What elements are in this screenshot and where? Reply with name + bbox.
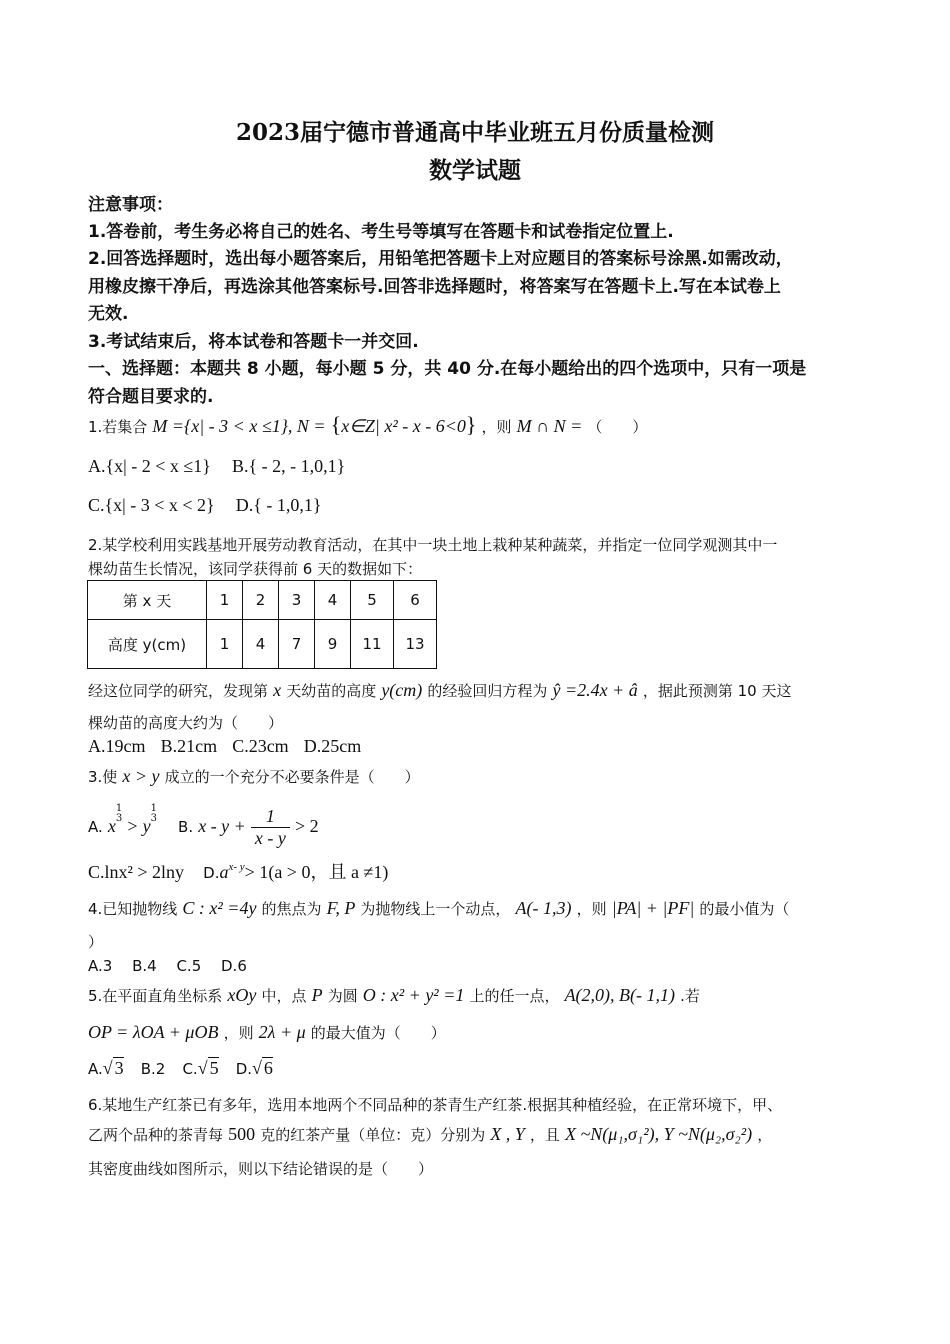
- sqrt-icon: √: [252, 1058, 262, 1078]
- q5-text: 5.在平面直角坐标系: [88, 987, 223, 1005]
- q2-text: 天幼苗的高度: [286, 682, 377, 700]
- q5-stem-line1: [88, 985, 700, 1006]
- q2-line1: 2.某学校利用实践基地开展劳动教育活动，在其中一块土地上栽种某种蔬菜，并指定一位同学观测其中一: [88, 536, 778, 554]
- q2-line2: 棵幼苗生长情况，该同学获得前 6 天的数据如下：: [88, 560, 423, 578]
- q6-vars: X , Y: [490, 1124, 525, 1144]
- q4-points: F, P: [326, 898, 356, 918]
- growth-data-table: [87, 580, 437, 669]
- q6-distributions: X ~N(μ₁,σ₁²), Y ~N(μ₂,σ₂²): [565, 1124, 753, 1144]
- table-header-height: 高度 y(cm): [88, 620, 207, 669]
- q1-option-a: A.{x| - 2 < x ≤1}: [88, 456, 211, 476]
- q2-line4: 棵幼苗的高度大约为（ ）: [88, 714, 284, 732]
- q6-text: 乙两个品种的茶青每: [88, 1126, 224, 1144]
- q3-option-b-right: > 2: [295, 816, 319, 836]
- q5-option-d-label: D.: [235, 1060, 253, 1078]
- q5-option-b: B.2: [140, 1060, 166, 1078]
- q5-text: .若: [680, 987, 700, 1005]
- table-cell: 2: [243, 581, 279, 620]
- q2-option-a: A.19cm: [88, 736, 146, 756]
- note-item-2b: 用橡皮擦干净后，再选涂其他答案标号.回答非选择题时，将答案写在答题卡上.写在本试卷上: [88, 277, 781, 297]
- exam-title: 2023届宁德市普通高中毕业班五月份质量检测: [235, 119, 714, 146]
- q5-points: A(2,0), B(- 1,1): [564, 985, 676, 1005]
- q5-coord-system: xOy: [227, 985, 257, 1005]
- table-cell: 9: [315, 620, 351, 669]
- q2-text: 经这位同学的研究，发现第: [88, 682, 269, 700]
- q4-stem: [88, 898, 789, 919]
- table-cell: 4: [243, 620, 279, 669]
- q4-text: 的焦点为: [261, 900, 322, 918]
- q6-text: ，: [757, 1126, 773, 1144]
- note-item-1: 1.答卷前，考生务必将自己的姓名、考生号等填写在答题卡和试卷指定位置上.: [88, 222, 674, 242]
- q5-expression: 2λ + μ: [258, 1022, 306, 1042]
- table-cell: 6: [394, 581, 437, 620]
- q3-option-a-gt: >: [127, 816, 138, 836]
- q4-text: ，则: [576, 900, 607, 918]
- q5-point-p: P: [311, 985, 323, 1005]
- q3-option-a-x: x: [107, 816, 116, 836]
- q2-var-y: y(cm): [381, 680, 423, 700]
- q3-exp-den: 3: [150, 813, 157, 824]
- q2-option-b: B.21cm: [160, 736, 218, 756]
- q3-suffix: 成立的一个充分不必要条件是（ ）: [164, 768, 420, 786]
- table-cell: 3: [279, 581, 315, 620]
- exam-subtitle: 数学试题: [429, 157, 521, 184]
- q3-prefix: 3.使: [88, 768, 118, 786]
- q3-exp-den: 3: [115, 813, 123, 824]
- q5-option-d-val: 6: [263, 1058, 273, 1078]
- table-cell: 13: [394, 620, 437, 669]
- q5-option-c-label: C.: [182, 1060, 198, 1078]
- q5-text: 上的任一点，: [469, 987, 560, 1005]
- q3-exp-num: 1: [115, 803, 123, 814]
- q5-circle: O : x² + y² =1: [362, 985, 465, 1005]
- q3-option-c: C.lnx² > 2lny: [88, 862, 185, 882]
- q5-option-c-val: 5: [209, 1058, 219, 1078]
- q3-option-b-label: B.: [178, 818, 194, 836]
- q5-text: ，则: [223, 1024, 254, 1042]
- frac-num: 1: [251, 806, 290, 828]
- q6-amount: 500: [228, 1124, 256, 1144]
- q3-options-row2: [88, 858, 388, 884]
- q6-text: ，且: [529, 1126, 560, 1144]
- q1-option-b: B.{ - 2, - 1,0,1}: [232, 456, 346, 476]
- section1-line1: 一、选择题：本题共 8 小题，每小题 5 分，共 40 分.在每小题给出的四个选项中，只有一项是: [88, 359, 807, 379]
- q3-option-d-label: D.: [203, 864, 220, 882]
- table-cell: 1: [207, 581, 243, 620]
- q3-exp-num: 1: [150, 803, 157, 814]
- q2-option-d: D.25cm: [303, 736, 362, 756]
- q3-option-d-exp: x- y: [228, 861, 245, 873]
- q1-option-d: D.{ - 1,0,1}: [235, 495, 322, 515]
- q3-options-row1: [88, 803, 319, 849]
- q6-text: 克的红茶产量（单位：克）分别为: [260, 1126, 486, 1144]
- q2-options: [88, 736, 361, 757]
- note-item-2c: 无效.: [88, 304, 129, 324]
- q4-parabola: C : x² =4y: [182, 898, 257, 918]
- q4-text: 为抛物线上一个动点，: [360, 900, 511, 918]
- q3-option-b-fraction: [251, 806, 290, 849]
- q2-line3: [88, 680, 791, 701]
- table-cell: 1: [207, 620, 243, 669]
- q1-stem: [88, 412, 647, 438]
- q3-stem: [88, 766, 420, 787]
- q3-option-a-label: A.: [88, 818, 103, 836]
- table-cell: 11: [351, 620, 394, 669]
- q3-option-d-base: a: [219, 862, 229, 882]
- q3-option-b-left: x - y +: [198, 816, 246, 836]
- q1-options-row1: [88, 456, 345, 477]
- q4-point-a: A(- 1,3): [515, 898, 572, 918]
- q1-brace-left: {: [330, 412, 342, 437]
- q3-option-d-rest: > 1(a > 0，且 a ≠1): [244, 862, 389, 882]
- q4-line2: ）: [88, 933, 104, 951]
- q5-text: 为圆: [327, 987, 358, 1005]
- table-row-heights: [88, 620, 437, 669]
- q4-options: A.3 B.4 C.5 D.6: [88, 957, 247, 975]
- q1-options-row2: [88, 495, 322, 516]
- table-cell: 7: [279, 620, 315, 669]
- q3-option-a-y: y: [142, 816, 151, 836]
- q1-option-c: C.{x| - 3 < x < 2}: [88, 495, 215, 515]
- table-row-days: [88, 581, 437, 620]
- q5-options: [88, 1058, 273, 1079]
- sqrt-icon: √: [102, 1058, 113, 1078]
- sqrt-icon: √: [197, 1058, 208, 1078]
- table-cell: 4: [315, 581, 351, 620]
- q2-text: 的经验回归方程为: [427, 682, 548, 700]
- q1-expr: M ∩ N =: [516, 416, 583, 436]
- table-cell: 5: [351, 581, 394, 620]
- section1-line2: 符合题目要求的.: [88, 387, 214, 407]
- q1-brace-right: }: [465, 412, 477, 437]
- note-item-2a: 2.回答选择题时，选出每小题答案后，用铅笔把答题卡上对应题目的答案标号涂黑.如需改动，: [88, 249, 793, 269]
- note-item-3: 3.考试结束后，将本试卷和答题卡一并交回.: [88, 332, 419, 352]
- frac-den: x - y: [254, 828, 286, 848]
- q2-regression-eq: ŷ =2.4x + â: [552, 680, 638, 700]
- q3-condition: x > y: [122, 766, 160, 786]
- table-header-day: 第 x 天: [88, 581, 207, 620]
- q5-vector-eq: OP = λOA + μOB: [88, 1022, 219, 1042]
- q5-option-a-val: 3: [114, 1058, 124, 1078]
- q4-text: 的最小值为（: [699, 900, 790, 918]
- q6-line3: 其密度曲线如图所示，则以下结论错误的是（ ）: [88, 1160, 434, 1178]
- notes-heading: 注意事项：: [88, 195, 173, 215]
- q1-paren: （ ）: [587, 418, 648, 436]
- q1-set-m: M ={x| - 3 < x ≤1}, N =: [152, 416, 326, 436]
- q5-stem-line2: [88, 1022, 446, 1043]
- q5-option-a-label: A.: [88, 1060, 103, 1078]
- q2-var-x: x: [273, 680, 282, 700]
- q6-line1: 6.某地生产红茶已有多年，选用本地两个不同品种的茶青生产红茶.根据其种植经验，在正常环境下，甲、: [88, 1096, 783, 1114]
- q1-set-n: x∈Z| x² - x - 6<0: [341, 416, 466, 436]
- q2-text: ，据此预测第 10 天这: [642, 682, 792, 700]
- q2-option-c: C.23cm: [232, 736, 289, 756]
- q1-mid: ，则: [481, 418, 512, 436]
- q5-text: 的最大值为（ ）: [310, 1024, 446, 1042]
- q1-prefix: 1.若集合: [88, 418, 148, 436]
- q4-distance-sum: |PA| + |PF|: [611, 898, 695, 918]
- q4-text: 4.已知抛物线: [88, 900, 178, 918]
- q5-text: 中，点: [261, 987, 307, 1005]
- q6-line2: [88, 1124, 772, 1145]
